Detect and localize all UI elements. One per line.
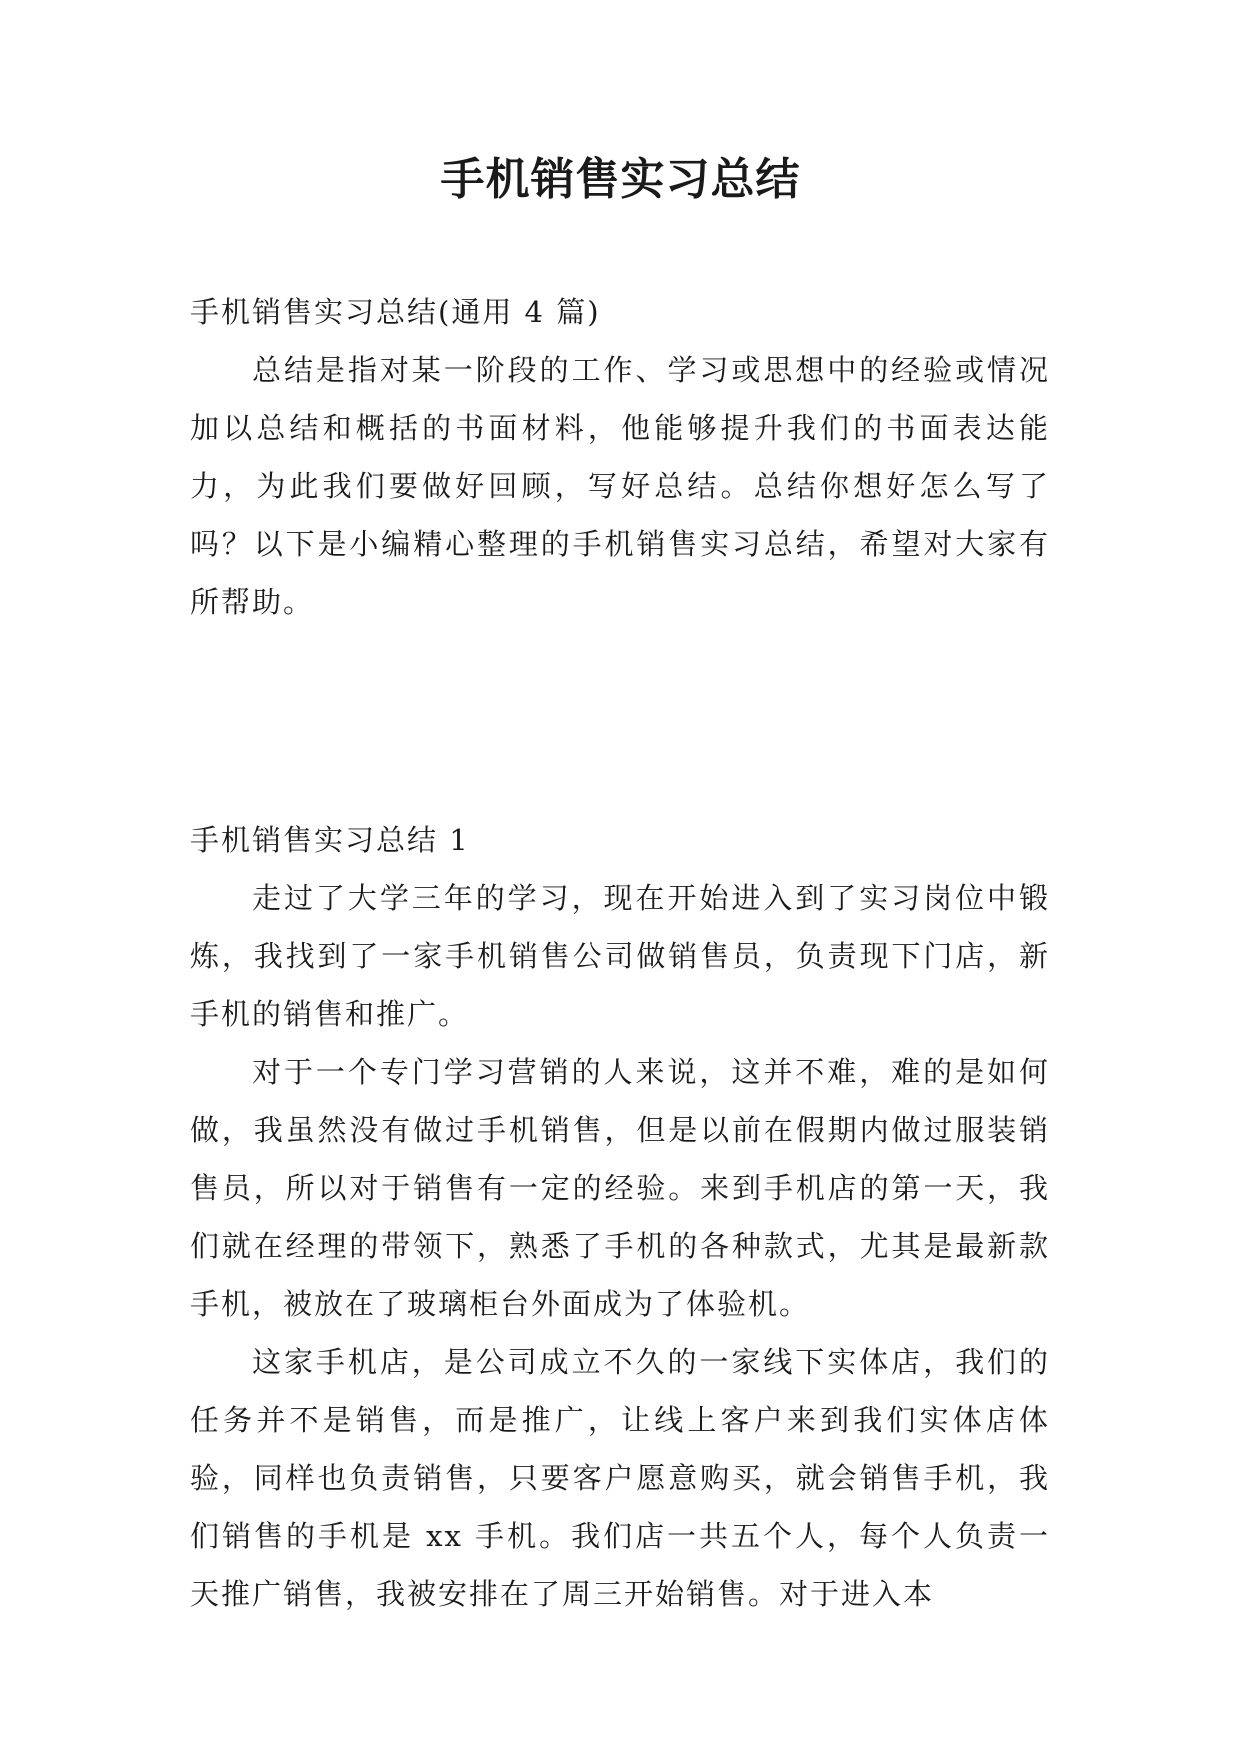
section-heading: 手机销售实习总结 1 [190, 823, 470, 857]
document-subtitle: 手机销售实习总结(通用 4 篇) [190, 295, 601, 329]
section-paragraph: 走过了大学三年的学习，现在开始进入到了实习岗位中锻炼，我找到了一家手机销售公司做销售员，负责现下门店，新手机的销售和推广。 [190, 881, 1050, 1031]
section-spacer [190, 631, 1050, 811]
section-paragraph: 对于一个专门学习营销的人来说，这并不难，难的是如何做，我虽然没有做过手机销售，但是以前在假期内做过服装销售员，所以对于销售有一定的经验。来到手机店的第一天，我们就在经理的带领下，熟悉了手机的各种款式，尤其是最新款手机，被放在了玻璃柜台外面成为了体验机。 [190, 1055, 1050, 1321]
document-body [190, 283, 1050, 1623]
document-title: 手机销售实习总结 [440, 154, 801, 205]
section-paragraph: 这家手机店，是公司成立不久的一家线下实体店，我们的任务并不是销售，而是推广，让线上客户来到我们实体店体验，同样也负责销售，只要客户愿意购买，就会销售手机，我们销售的手机是 xx 手机。我们店一共五个人，每个人负责一天推广销售，我被安排在了周三开始销售。对于进入本 [190, 1345, 1050, 1611]
intro-paragraph: 总结是指对某一阶段的工作、学习或思想中的经验或情况加以总结和概括的书面材料，他能够提升我们的书面表达能力，为此我们要做好回顾，写好总结。总结你想好怎么写了吗？以下是小编精心整理的手机销售实习总结，希望对大家有所帮助。 [190, 353, 1050, 619]
